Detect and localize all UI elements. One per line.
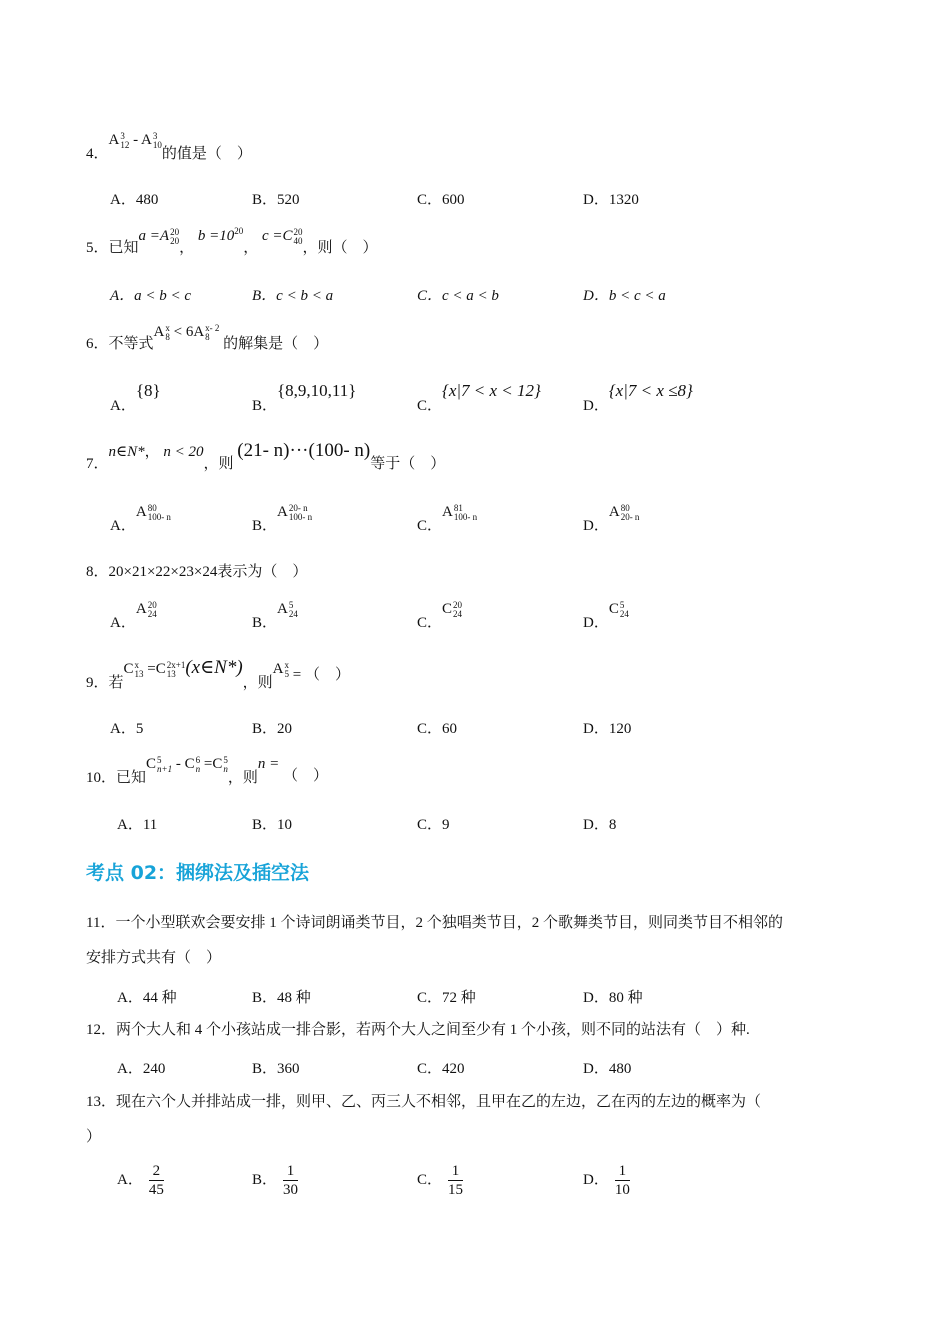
question-8: 8．20×21×22×23×24表示为（ ） [86,564,308,580]
q5-b: b =10 [197,228,235,244]
q4-option-c[interactable]: C．600 [417,192,465,208]
q5-option-c[interactable]: C．c < a < b [417,288,499,304]
q10-options [117,813,877,837]
question-10: 10．已知C 5 n+1 - C 6 n =C 5 n，则n = （ ） [86,754,328,786]
q5-option-d[interactable]: D．b < c < a [583,288,666,304]
q10-equation: C 5 n+1 - C 6 n =C 5 n [146,754,228,774]
question-9: 9．若C x 13 =C 2x+1 13 (x∈N*)，则A x 5 = （ ） [86,657,350,691]
q12-option-d[interactable]: D．480 [583,1061,632,1077]
q8-option-d[interactable]: D．C 5 24 [583,599,629,631]
q4-option-a[interactable]: A．480 [110,192,159,208]
q6-option-b[interactable]: B．{8,9,10,11} [252,381,357,414]
q5-options [110,284,870,308]
q9-option-a[interactable]: A．5 [110,721,144,737]
q8-options [110,597,870,631]
q6-option-d[interactable]: D．{x|7 < x ≤8} [583,381,693,414]
q4-option-d[interactable]: D．1320 [583,192,639,208]
question-5: 5．已知a =A 20 20 ， $b =10^{20}$， c =C 20 40 ，则（ ） [86,226,378,256]
q9-equation: C x 13 =C 2x+1 13 (x∈N*) [123,657,243,679]
q6-inequality: A x 8 < 6A x- 2 8 [153,322,220,342]
q8-option-b[interactable]: B．A 5 24 [252,599,298,631]
q4-expression: A 3 12 - A 3 10 [108,130,162,150]
q7-options [110,500,870,534]
q9-option-c[interactable]: C．60 [417,721,458,737]
q9-option-b[interactable]: B．20 [252,721,293,737]
q5-option-a[interactable]: A．a < b < c [110,288,192,304]
q10-option-d[interactable]: D．8 [583,817,617,833]
q9-options [110,717,870,741]
q7-option-c[interactable]: C．A 81 100- n [417,502,478,534]
question-13: 13．现在六个人并排站成一排，则甲、乙、丙三人不相邻，且甲在乙的左边，乙在丙的左边的概率为（ ） [86,1094,762,1145]
question-12: 12．两个大人和 4 个小孩站成一排合影，若两个大人之间至少有 1 个小孩，则不同的站法有（ ）种. [86,1022,750,1038]
q11-option-b[interactable]: B．48 种 [252,990,311,1006]
q12-option-b[interactable]: B．360 [252,1061,300,1077]
q8-option-c[interactable]: C．C 20 24 [417,599,463,631]
question-7: 7．n∈N*， n < 20，则 (21- n)···(100- n)等于（ ） [86,440,446,472]
q4-option-b[interactable]: B．520 [252,192,300,208]
q10-option-b[interactable]: B．10 [252,817,293,833]
q7-option-b[interactable]: B．A 20- n 100- n [252,502,313,534]
q13-option-c[interactable]: C． $\frac{1}{15}$ [417,1163,464,1198]
q11-option-c[interactable]: C．72 种 [417,990,476,1006]
q6-option-c[interactable]: C．{x|7 < x < 12} [417,381,541,414]
question-4: 4．A 3 12 - A 3 10 的值是（ ） [86,130,252,162]
q7-cond-n-lt: n < 20 [163,444,204,460]
q9-option-d[interactable]: D．120 [583,721,632,737]
q12-options [117,1057,877,1081]
q4-options [110,188,870,212]
question-11: 11．一个小型联欢会要安排 1 个诗词朗诵类节目，2 个独唱类节目，2 个歌舞类节目，则同类节目不相邻的 安排方式共有（ ） [86,915,783,966]
q11-option-a[interactable]: A．44 种 [117,990,177,1006]
q11-options [117,986,877,1010]
question-6: 6．不等式A x 8 < 6A x- 2 8 的解集是（ ） [86,322,329,352]
q13-options [117,1162,877,1206]
q8-product: 20×21×22×23×24 [108,564,218,580]
section-heading: 考点 02：捆绑法及插空法 [86,862,310,884]
q10-option-a[interactable]: A．11 [117,817,158,833]
q6-options [110,380,870,414]
q13-option-d[interactable]: D． $\frac{1}{10}$ [583,1163,630,1198]
q5-c: c =C [261,228,293,244]
q12-option-a[interactable]: A．240 [117,1061,166,1077]
q12-option-c[interactable]: C．420 [417,1061,465,1077]
q9-a: A x 5 [272,659,290,679]
q5-a: a =A [138,228,170,244]
q10-option-c[interactable]: C．9 [417,817,450,833]
q7-option-d[interactable]: D．A 80 20- n [583,502,640,534]
q8-option-a[interactable]: A．A 20 24 [110,599,157,631]
q11-option-d[interactable]: D．80 种 [583,990,643,1006]
q7-cond-n: n∈N* [108,444,145,460]
q7-option-a[interactable]: A．A 80 100- n [110,502,171,534]
q5-option-b[interactable]: B．c < b < a [252,288,334,304]
q13-option-a[interactable]: A． $\frac{2}{45}$ [117,1163,164,1198]
q7-product: (21- n)···(100- n) [237,440,371,461]
q13-option-b[interactable]: B． $\frac{1}{30}$ [252,1163,299,1198]
q6-option-a[interactable]: A．{8} [110,381,161,414]
